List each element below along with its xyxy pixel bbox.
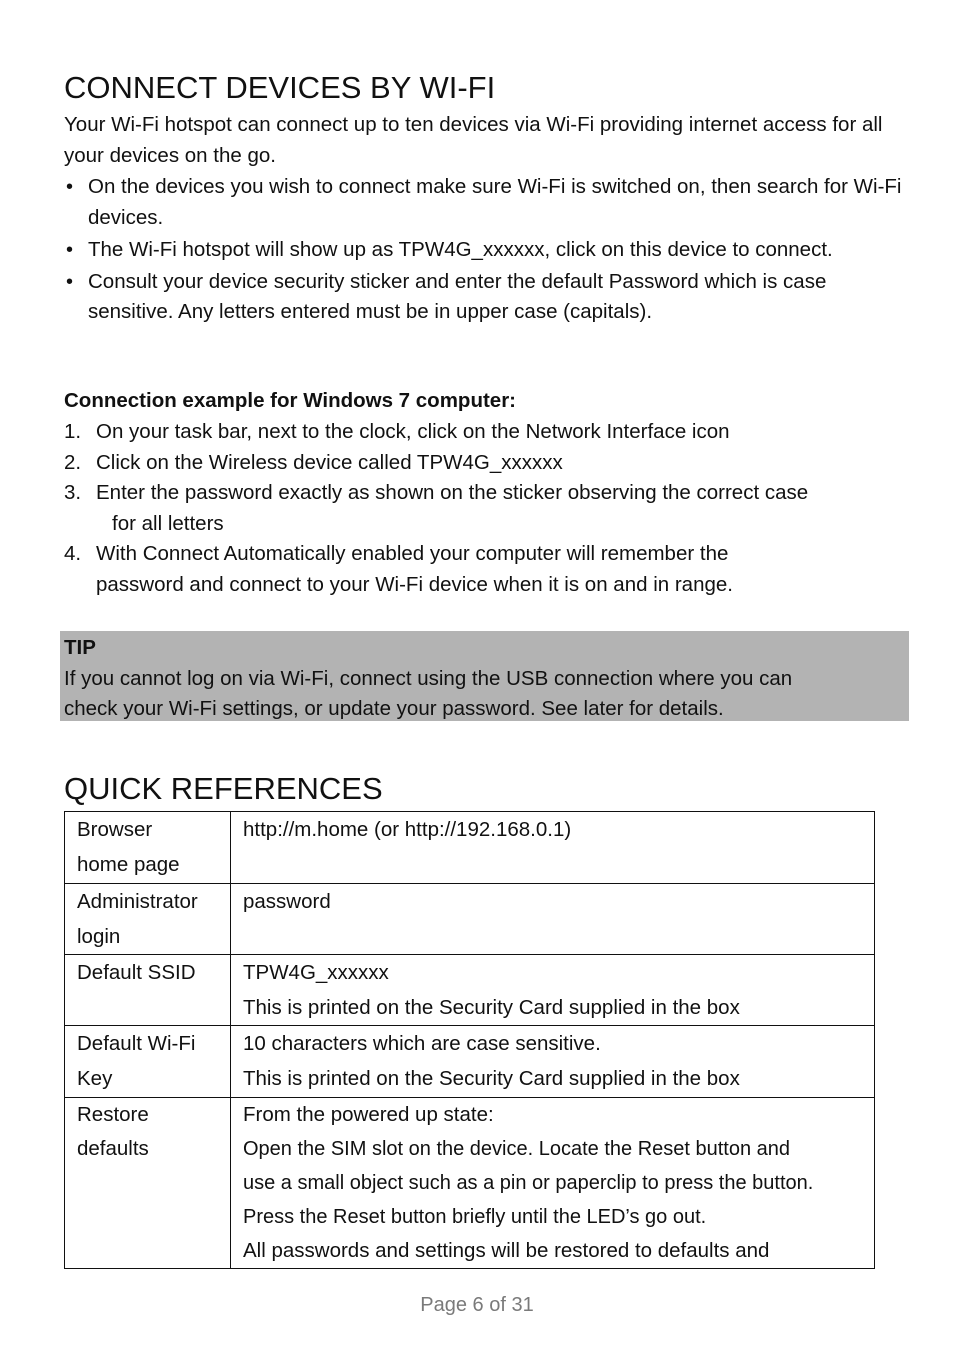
step-text-continued: password and connect to your Wi-Fi device when it is on and in range. [96, 572, 733, 596]
value-text: This is printed on the Security Card supplied in the box [243, 1067, 740, 1090]
label-text: Administrator [77, 890, 198, 913]
table-cell-value [231, 955, 875, 1026]
section-heading-quick-references: QUICK REFERENCES [64, 771, 383, 806]
value-text: All passwords and settings will be restored to defaults and [243, 1239, 770, 1262]
label-text: Default SSID [77, 961, 196, 984]
label-text: defaults [77, 1137, 149, 1160]
label-text: Restore [77, 1103, 149, 1126]
table-row [65, 955, 875, 1026]
value-text: Press the Reset button briefly until the LED’s go out. [243, 1206, 707, 1228]
step-item [64, 478, 909, 539]
step-number: 3. [64, 481, 82, 504]
value-text: TPW4G_xxxxxx [243, 961, 389, 984]
example-heading: Connection example for Windows 7 computer: [64, 389, 517, 412]
bullet-item: • The Wi-Fi hotspot will show up as TPW4G_xxxxxx, click on this device to connect. [64, 235, 909, 266]
section-heading-connect: CONNECT DEVICES BY WI-FI [64, 70, 496, 105]
table-row [65, 812, 875, 884]
value-text: use a small object such as a pin or paperclip to press the button. [243, 1172, 814, 1194]
tip-text: check your Wi-Fi settings, or update your password. See later for details. [64, 697, 724, 720]
step-text: On your task bar, next to the clock, click on the Network Interface icon [96, 420, 730, 443]
value-text: 10 characters which are case sensitive. [243, 1032, 601, 1055]
label-text: home page [77, 853, 180, 876]
step-number: 2. [64, 450, 82, 474]
value-text: This is printed on the Security Card supplied in the box [243, 996, 740, 1019]
value-text: http://m.home (or http://192.168.0.1) [243, 818, 572, 841]
table-row [65, 1098, 875, 1269]
table-cell-value [231, 812, 875, 884]
table-cell-label [65, 884, 231, 955]
table-cell-value [231, 1098, 875, 1269]
label-text: Browser [77, 818, 153, 841]
table-cell-label [65, 1098, 231, 1269]
step-item [64, 417, 909, 448]
step-text-continued: for all letters [112, 511, 224, 535]
table-cell-label [65, 1026, 231, 1098]
label-text: Key [77, 1067, 113, 1090]
quick-references-table [64, 811, 875, 1269]
table-cell-value [231, 884, 875, 955]
table-cell-label [65, 955, 231, 1026]
table-row [65, 1026, 875, 1098]
label-text: login [77, 925, 121, 948]
label-text: Default Wi-Fi [77, 1032, 196, 1055]
intro-paragraph: Your Wi-Fi hotspot can connect up to ten devices via Wi-Fi providing internet access for all your devices on the go. [64, 113, 883, 167]
bullet-item: • On the devices you wish to connect make sure Wi-Fi is switched on, then search for Wi-Fi devices. [64, 172, 909, 233]
connect-bullet-list [64, 172, 909, 329]
tip-box [60, 631, 909, 721]
table-cell-label [65, 812, 231, 884]
tip-text: If you cannot log on via Wi-Fi, connect using the USB connection where you can [64, 666, 793, 690]
step-item [64, 448, 909, 479]
step-number: 4. [64, 542, 82, 565]
value-text: password [243, 890, 331, 913]
step-number: 1. [64, 420, 82, 443]
bullet-item: • Consult your device security sticker and enter the default Password which is case sensitive. Any letters entered must be in upper case (capitals). [64, 267, 909, 328]
step-text: With Connect Automatically enabled your computer will remember the [96, 542, 729, 565]
tip-title: TIP [64, 636, 96, 659]
table-row [65, 884, 875, 955]
step-text: Enter the password exactly as shown on the sticker observing the correct case [96, 481, 809, 504]
page-number-footer: Page 6 of 31 [420, 1294, 534, 1316]
table-cell-value [231, 1026, 875, 1098]
steps-list [64, 417, 909, 600]
value-text: From the powered up state: [243, 1103, 494, 1126]
step-text: Click on the Wireless device called TPW4G_xxxxxx [96, 450, 563, 474]
value-text: Open the SIM slot on the device. Locate the Reset button and [243, 1138, 791, 1160]
step-item [64, 539, 909, 600]
